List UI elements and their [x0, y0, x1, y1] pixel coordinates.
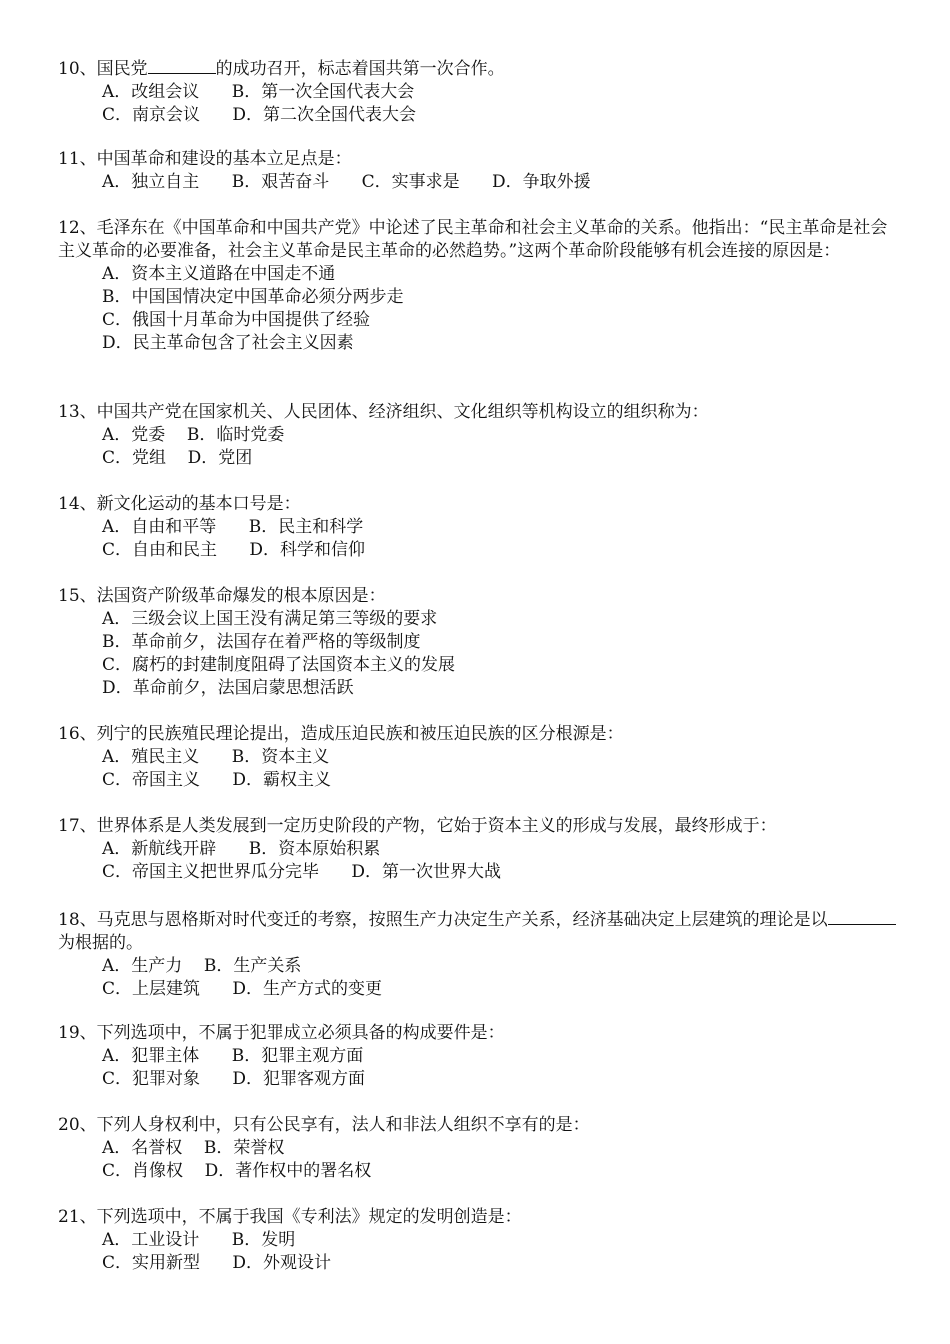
option-line: D．革命前夕，法国启蒙思想活跃 [102, 678, 354, 698]
option-line: C．俄国十月革命为中国提供了经验 [102, 310, 371, 330]
question-stem: 20、下列人身权利中，只有公民享有，法人和非法人组织不享有的是： [58, 1115, 590, 1135]
question-12 [58, 217, 898, 355]
question-stem: 12、毛泽东在《中国革命和中国共产党》中论述了民主革命和社会主义革命的关系。他指出：“民主革命是社会主义革命的必要准备，社会主义革命是民主革命的必然趋势。”这两个革命阶段能够有机会连接的原因是： [58, 218, 888, 261]
option-line: C．犯罪对象 D．犯罪客观方面 [102, 1069, 366, 1089]
stem-text: 为根据的。 [58, 933, 143, 953]
question-stem: 21、下列选项中，不属于我国《专利法》规定的发明创造是： [58, 1207, 522, 1227]
option-line: A．改组会议 B．第一次全国代表大会 [102, 82, 415, 102]
option-line: A．自由和平等 B．民主和科学 [102, 517, 364, 537]
option-line: A．党委 B．临时党委 [102, 425, 285, 445]
option-line: D．民主革命包含了社会主义因素 [102, 333, 354, 353]
question-stem: 13、中国共产党在国家机关、人民团体、经济组织、文化组织等机构设立的组织称为： [58, 402, 709, 422]
stem-text: 10、国民党 [58, 59, 148, 79]
question-stem: 17、世界体系是人类发展到一定历史阶段的产物，它始于资本主义的形成与发展，最终形成于： [58, 816, 777, 836]
question-11 [58, 148, 898, 194]
option-line: A．资本主义道路在中国走不通 [102, 264, 336, 284]
question-stem [58, 907, 898, 955]
option-line: C．腐朽的封建制度阻碍了法国资本主义的发展 [102, 655, 456, 675]
question-15 [58, 585, 898, 700]
option-line: A．工业设计 B．发明 [102, 1230, 296, 1250]
question-stem [58, 56, 898, 81]
question-14 [58, 493, 898, 562]
question-10 [58, 56, 898, 127]
question-13 [58, 401, 898, 470]
option-line: C．自由和民主 D．科学和信仰 [102, 540, 366, 560]
option-line: A．三级会议上国王没有满足第三等级的要求 [102, 609, 438, 629]
option-line: C．南京会议 D．第二次全国代表大会 [102, 105, 417, 125]
option-line: A．独立自主 B．艰苦奋斗 C．实事求是 D．争取外援 [102, 172, 591, 192]
option-line: A．殖民主义 B．资本主义 [102, 747, 330, 767]
option-line: C．帝国主义把世界瓜分完毕 D．第一次世界大战 [102, 862, 502, 882]
question-17 [58, 815, 898, 884]
question-16 [58, 723, 898, 792]
question-stem: 14、新文化运动的基本口号是： [58, 494, 301, 514]
option-line: A．生产力 B．生产关系 [102, 956, 302, 976]
question-18 [58, 907, 898, 1001]
option-line: C．实用新型 D．外观设计 [102, 1253, 332, 1273]
option-line: A．名誉权 B．荣誉权 [102, 1138, 285, 1158]
question-stem: 19、下列选项中，不属于犯罪成立必须具备的构成要件是： [58, 1023, 505, 1043]
stem-text: 18、马克思与恩格斯对时代变迁的考察，按照生产力决定生产关系，经济基础决定上层建筑的理论是以 [58, 910, 828, 930]
option-line: A．新航线开辟 B．资本原始积累 [102, 839, 381, 859]
question-21 [58, 1206, 898, 1275]
question-19 [58, 1022, 898, 1091]
option-line: A．犯罪主体 B．犯罪主观方面 [102, 1046, 364, 1066]
option-line: B．中国国情决定中国革命必须分两步走 [102, 287, 404, 307]
stem-text: 的成功召开，标志着国共第一次合作。 [215, 59, 505, 79]
option-line: C．帝国主义 D．霸权主义 [102, 770, 332, 790]
option-line: C．党组 D．党团 [102, 448, 253, 468]
option-line: B．革命前夕，法国存在着严格的等级制度 [102, 632, 421, 652]
fill-in-blank [828, 907, 896, 925]
option-line: C．上层建筑 D．生产方式的变更 [102, 979, 383, 999]
question-20 [58, 1114, 898, 1183]
option-line: C．肖像权 D．著作权中的署名权 [102, 1161, 372, 1181]
question-stem: 15、法国资产阶级革命爆发的根本原因是： [58, 586, 386, 606]
fill-in-blank [148, 56, 216, 74]
question-stem: 16、列宁的民族殖民理论提出，造成压迫民族和被压迫民族的区分根源是： [58, 724, 624, 744]
question-stem: 11、中国革命和建设的基本立足点是： [58, 149, 352, 169]
